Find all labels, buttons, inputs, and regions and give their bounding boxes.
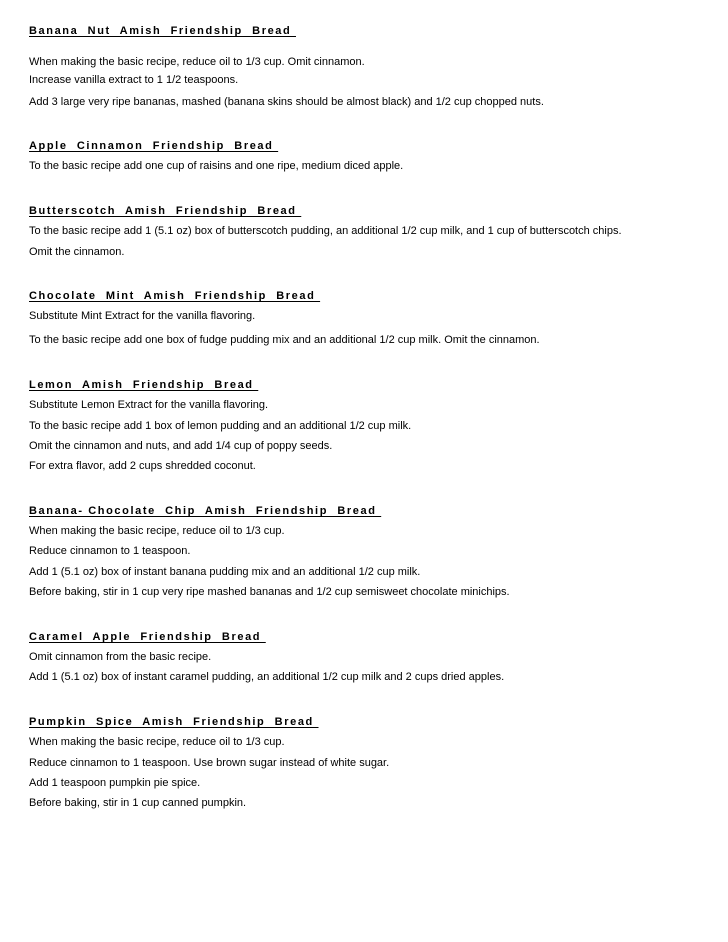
recipe-line: Substitute Lemon Extract for the vanilla flavoring.: [29, 399, 269, 411]
recipe-line: Add 1 (5.1 oz) box of instant caramel pudding, an additional 1/2 cup milk and 2 cups dried apples.: [29, 671, 505, 683]
recipe-line: Increase vanilla extract to 1 1/2 teaspoons.: [29, 74, 239, 86]
recipe-line: Add 1 teaspoon pumpkin pie spice.: [29, 777, 201, 789]
recipe-line: Omit cinnamon from the basic recipe.: [29, 651, 212, 663]
recipe-title: Banana Nut Amish Friendship Bread: [29, 25, 296, 37]
recipe-line: Omit the cinnamon.: [29, 246, 125, 258]
recipe-title: Apple Cinnamon Friendship Bread: [29, 140, 279, 152]
recipe-title: Butterscotch Amish Friendship Bread: [29, 205, 302, 217]
recipe-line: Before baking, stir in 1 cup very ripe mashed bananas and 1/2 cup semisweet chocolate minichips.: [29, 586, 510, 598]
recipe-line: When making the basic recipe, reduce oil to 1/3 cup.: [29, 736, 285, 748]
recipe-line: Reduce cinnamon to 1 teaspoon.: [29, 545, 191, 557]
recipe-title: Caramel Apple Friendship Bread: [29, 631, 266, 643]
recipe-line: Substitute Mint Extract for the vanilla flavoring.: [29, 310, 256, 322]
recipe-title: Chocolate Mint Amish Friendship Bread: [29, 290, 321, 302]
recipe-line: For extra flavor, add 2 cups shredded coconut.: [29, 460, 256, 472]
recipe-title: Banana- Chocolate Chip Amish Friendship Bread: [29, 505, 382, 517]
recipe-line: Omit the cinnamon and nuts, and add 1/4 cup of poppy seeds.: [29, 440, 333, 452]
recipe-line: To the basic recipe add 1 box of lemon pudding and an additional 1/2 cup milk.: [29, 420, 412, 432]
recipe-section: [29, 24, 296, 38]
recipe-title: Lemon Amish Friendship Bread: [29, 379, 259, 391]
recipe-line: Add 3 large very ripe bananas, mashed (banana skins should be almost black) and 1/2 cup chopped nuts.: [29, 96, 544, 108]
recipe-line: To the basic recipe add one cup of raisins and one ripe, medium diced apple.: [29, 160, 404, 172]
recipe-line: When making the basic recipe, reduce oil to 1/3 cup.: [29, 525, 285, 537]
recipe-line: To the basic recipe add 1 (5.1 oz) box of butterscotch pudding, an additional 1/2 cup milk, and 1 cup of butterscotch chips.: [29, 225, 622, 237]
recipe-line: Add 1 (5.1 oz) box of instant banana pudding mix and an additional 1/2 cup milk.: [29, 566, 421, 578]
recipe-line: Before baking, stir in 1 cup canned pumpkin.: [29, 797, 247, 809]
recipe-line: Reduce cinnamon to 1 teaspoon. Use brown sugar instead of white sugar.: [29, 757, 390, 769]
recipe-line: To the basic recipe add one box of fudge pudding mix and an additional 1/2 cup milk. Omit the cinnamon.: [29, 334, 540, 346]
recipe-title: Pumpkin Spice Amish Friendship Bread: [29, 716, 319, 728]
recipe-line: When making the basic recipe, reduce oil to 1/3 cup. Omit cinnamon.: [29, 56, 365, 68]
